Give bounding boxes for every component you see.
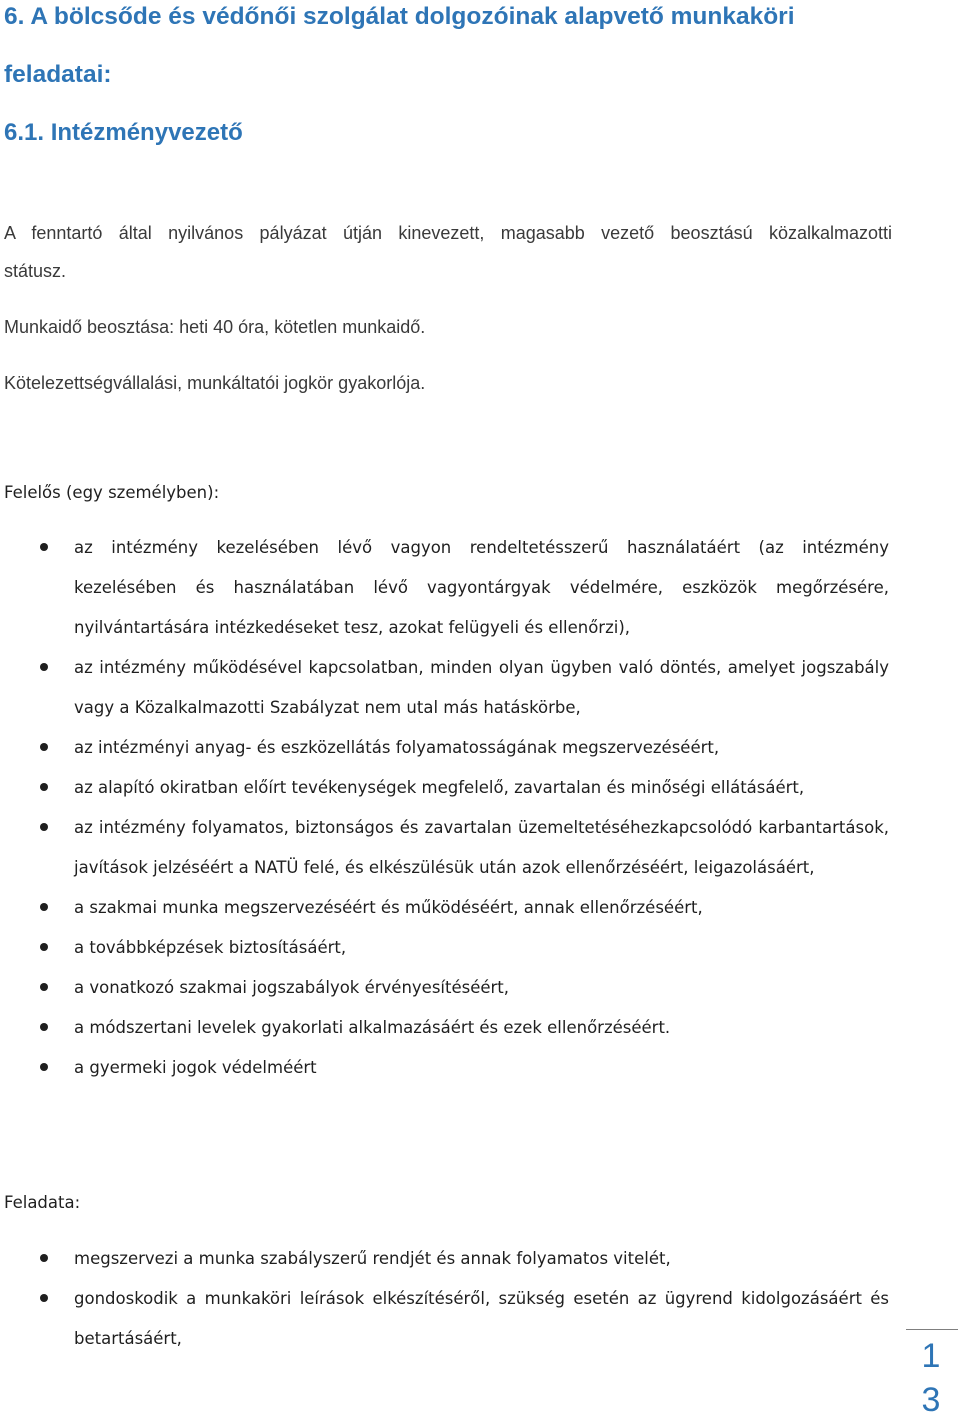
subsection-heading: 6.1. Intézményvezető [4, 119, 243, 146]
list-item [0, 648, 889, 728]
list-item [0, 728, 889, 768]
responsible-label: Felelős (egy személyben): [4, 483, 220, 502]
page-number-digit-1: 1 [921, 1337, 941, 1375]
list-item-text: az intézmény folyamatos, biztonságos és zavartalan üzemeltetéséhezkapcsolódó karbantartások, javítások jelzéséért a NATÜ felé, és elkészülésük után azok ellenőrzéséért, leigazolásáért, [74, 818, 889, 877]
bullet-icon [40, 1023, 48, 1031]
page-number-digit-2: 3 [921, 1381, 941, 1419]
bullet-icon [40, 823, 48, 831]
bullet-icon [40, 983, 48, 991]
list-item-text: az intézmény működésével kapcsolatban, minden olyan ügyben való döntés, amelyet jogszabály vagy a Közalkalmazotti Szabályzat nem utal más hatáskörbe, [74, 658, 889, 717]
list-item [0, 968, 889, 1008]
list-item [0, 888, 889, 928]
tasks-list [0, 1239, 960, 1359]
list-item-text: megszervezi a munka szabályszerű rendjét és annak folyamatos vitelét, [74, 1249, 671, 1268]
bullet-icon [40, 743, 48, 751]
list-item-text: gondoskodik a munkaköri leírások elkészítéséről, szükség esetén az ügyrend kidolgozásáért és betartásáért, [74, 1289, 889, 1348]
list-item [0, 928, 889, 968]
intro-paragraph-working-hours: Munkaidő beosztása: heti 40 óra, kötetlen munkaidő. [4, 317, 426, 337]
bullet-icon [40, 783, 48, 791]
list-item [0, 528, 889, 648]
responsible-list [0, 528, 960, 1088]
list-item [0, 808, 889, 888]
list-item-text: az intézményi anyag- és eszközellátás folyamatosságának megszervezéséért, [74, 738, 720, 757]
list-item [0, 1279, 889, 1359]
list-item-text: a továbbképzések biztosításáért, [74, 938, 347, 957]
intro-paragraph-status-cont: státusz. [4, 261, 67, 281]
list-item [0, 1048, 889, 1088]
intro-paragraph-status: A fenntartó által nyilvános pályázat útján kinevezett, magasabb vezető beosztású közalkalmazotti [4, 223, 892, 243]
bullet-icon [40, 903, 48, 911]
bullet-icon [40, 943, 48, 951]
list-item [0, 768, 889, 808]
section-heading-line-1: 6. A bölcsőde és védőnői szolgálat dolgozóinak alapvető munkaköri [4, 3, 795, 30]
list-item-text: a gyermeki jogok védelméért [74, 1058, 317, 1077]
intro-paragraph-authority: Kötelezettségvállalási, munkáltatói jogkör gyakorlója. [4, 373, 426, 393]
list-item-text: az alapító okiratban előírt tevékenységek megfelelő, zavartalan és minőségi ellátásáért, [74, 778, 805, 797]
bullet-icon [40, 1294, 48, 1302]
list-item [0, 1008, 889, 1048]
list-item [0, 1239, 889, 1279]
bullet-icon [40, 543, 48, 551]
bullet-icon [40, 663, 48, 671]
bullet-icon [40, 1254, 48, 1262]
list-item-text: az intézmény kezelésében lévő vagyon rendeltetésszerű használatáért (az intézmény kezelésében és használatában lévő vagyontárgyak védelmére, eszközök megőrzésére, nyilvántartására intézkedéseket tesz, azokat felügyeli és ellenőrzi), [74, 538, 889, 637]
list-item-text: a vonatkozó szakmai jogszabályok érvényesítéséért, [74, 978, 510, 997]
section-heading-line-2: feladatai: [4, 61, 112, 88]
tasks-label: Feladata: [4, 1193, 81, 1212]
page-number-rule [906, 1329, 958, 1330]
list-item-text: a módszertani levelek gyakorlati alkalmazásáért és ezek ellenőrzéséért. [74, 1018, 671, 1037]
list-item-text: a szakmai munka megszervezéséért és működéséért, annak ellenőrzéséért, [74, 898, 703, 917]
bullet-icon [40, 1063, 48, 1071]
